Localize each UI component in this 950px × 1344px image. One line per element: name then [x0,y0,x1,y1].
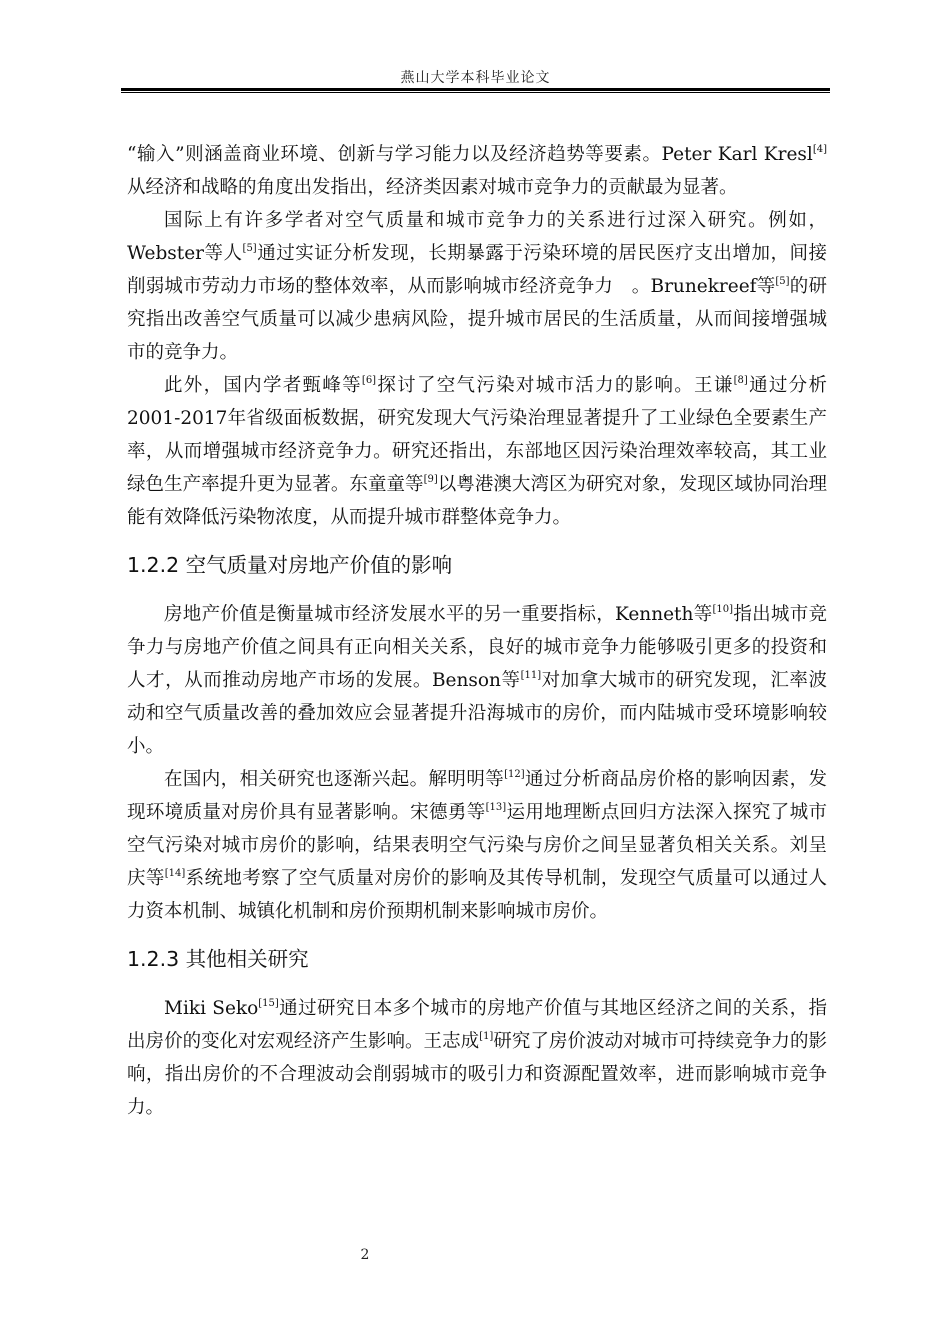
citation-ref: [15] [258,998,279,1009]
text-run: 以粤港澳大湾区为研究对象，发现区域协同治理能有效降低污染物浓度，从而提升城市群整体竞争力。 [127,474,827,528]
citation-ref: [12] [504,769,525,780]
paragraph [127,369,827,534]
text-run: 研究了房价波动对城市可持续竞争力的影响，指出房价的不合理波动会削弱城市的吸引力和资源配置效率，进而影响城市竞争力。 [127,1031,827,1118]
section-heading-1-2-2: 1.2.2 空气质量对房地产价值的影响 [127,553,453,577]
text-run: 通过分析2001-2017年省级面板数据，研究发现大气污染治理显著提升了工业绿色全要素生产率，从而增强城市经济竞争力。研究还指出，东部地区因污染治理效率较高，其工业绿色生产率提升更为显著。东童童等 [127,375,827,495]
citation-ref: [8] [733,375,748,386]
text-run: 指出城市竞争力与房地产价值之间具有正向相关关系，良好的城市竞争力能够吸引更多的投资和人才，从而推动房地产市场的发展。Benson等 [127,604,827,691]
text-run: 此外，国内学者甄峰等 [164,375,362,396]
text-run: 在国内，相关研究也逐渐兴起。解明明等 [164,769,505,790]
paragraph [127,763,827,928]
text-run: 房地产价值是衡量城市经济发展水平的另一重要指标，Kenneth等 [164,604,713,625]
paragraph [127,138,827,204]
header-rule-thin [121,92,830,93]
header-rule-thick [121,88,830,91]
text-run: 运用地理断点回归方法深入探究了城市空气污染对城市房价的影响，结果表明空气污染与房价之间呈显著负相关关系。刘呈庆等 [127,802,827,889]
citation-ref: [1] [479,1031,494,1042]
text-run: 的研究指出改善空气质量可以减少患病风险，提升城市居民的生活质量，从而间接增强城市的竞争力。 [127,276,827,363]
text-run: 从经济和战略的角度出发指出，经济类因素对城市竞争力的贡献最为显著。 [127,177,738,198]
citation-ref: [11] [520,670,542,681]
citation-ref: [5] [775,276,790,287]
citation-ref: [13] [485,802,507,813]
citation-ref: [6] [361,375,377,386]
text-run: 系统地考察了空气质量对房价的影响及其传导机制，发现空气质量可以通过人力资本机制、城镇化机制和房价预期机制来影响城市房价。 [127,868,827,922]
text-run: 对加拿大城市的研究发现，汇率波动和空气质量改善的叠加效应会显著提升沿海城市的房价，而内陆城市受环境影响较小。 [127,670,827,757]
citation-ref: [14] [164,868,186,879]
paragraph [127,992,827,1124]
paragraph [127,204,827,369]
citation-ref: [5] [242,243,257,254]
citation-ref: [9] [423,474,438,485]
section-heading-1-2-3: 1.2.3 其他相关研究 [127,947,309,971]
body-content [127,138,827,1124]
citation-ref: [10] [712,604,734,615]
text-run: 通过分析商品房价格的影响因素，发现环境质量对房价具有显著影响。宋德勇等 [127,769,827,823]
page-number: 2 [360,1247,370,1263]
paragraph [127,598,827,763]
text-run: 探讨了空气污染对城市活力的影响。王谦 [376,375,734,396]
citation-ref: [4] [812,144,827,155]
text-run: 通过实证分析发现，长期暴露于污染环境的居民医疗支出增加，间接削弱城市劳动力市场的整体效率，从而影响城市经济竞争力 。Brunekreef等 [127,243,827,297]
text-run: 国际上有许多学者对空气质量和城市竞争力的关系进行过深入研究。例如，Webster等人 [127,210,827,264]
text-run: Miki Seko [164,998,259,1019]
page-header-title: 燕山大学本科毕业论文 [400,70,551,86]
text-run: 通过研究日本多个城市的房地产价值与其地区经济之间的关系，指出房价的变化对宏观经济产生影响。王志成 [127,998,827,1052]
text-run: “输入”则涵盖商业环境、创新与学习能力以及经济趋势等要素。Peter Karl Kresl [127,144,813,165]
